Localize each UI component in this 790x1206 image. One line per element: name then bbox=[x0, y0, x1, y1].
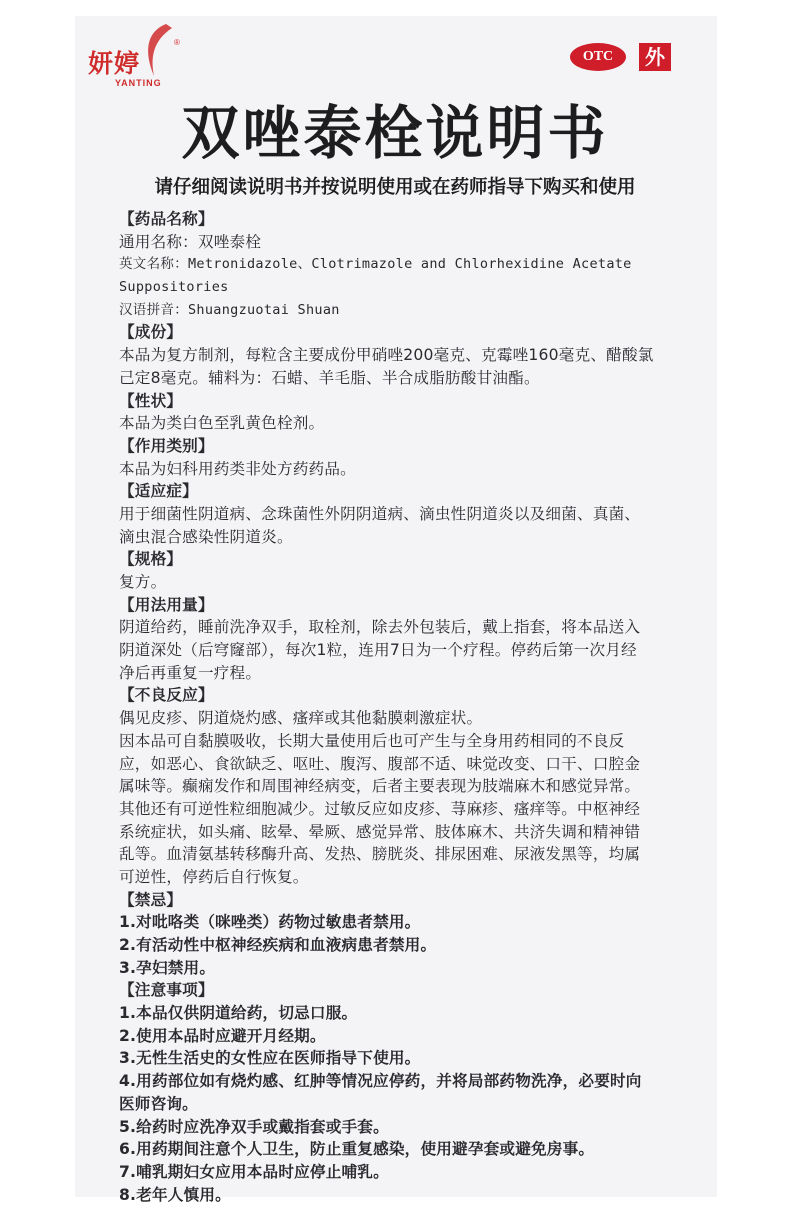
section-heading: 【成份】 bbox=[119, 323, 183, 342]
body-line: 偶见皮疹、阴道烧灼感、瘙痒或其他黏膜刺激症状。 bbox=[119, 709, 483, 728]
logo-registered-mark: ® bbox=[174, 38, 180, 47]
body-line: 滴虫混合感染性阴道炎。 bbox=[119, 527, 293, 546]
body-line: 因本品可自黏膜吸收，长期大量使用后也可产生与全身用药相同的不良反 bbox=[119, 731, 625, 750]
precaution-item: 8.老年人慎用。 bbox=[119, 1185, 231, 1204]
contraindication-item: 2.有活动性中枢神经疾病和血液病患者禁用。 bbox=[119, 936, 437, 954]
section-heading: 【作用类别】 bbox=[119, 436, 214, 455]
external-use-badge: 外 bbox=[639, 43, 671, 71]
body-line: 用于细菌性阴道病、念珠菌性外阴阴道病、滴虫性阴道炎以及细菌、真菌、 bbox=[119, 504, 641, 523]
body-line: 其他还有可逆性粒细胞减少。过敏反应如皮疹、荨麻疹、瘙痒等。中枢神经 bbox=[119, 799, 641, 818]
precaution-item: 1.本品仅供阴道给药，切忌口服。 bbox=[119, 1004, 358, 1023]
precaution-item: 5.给药时应洗净双手或戴指套或手套。 bbox=[119, 1117, 389, 1136]
body-line: 系统症状，如头痛、眩晕、晕厥、感觉异常、肢体麻木、共济失调和精神错 bbox=[119, 822, 641, 841]
body-line: 本品为类白色至乳黄色栓剂。 bbox=[119, 414, 325, 433]
body-line: 本品为复方制剂，每粒含主要成份甲硝唑200毫克、克霉唑160毫克、醋酸氯 bbox=[119, 346, 654, 365]
body-line: 本品为妇科用药类非处方药药品。 bbox=[119, 459, 356, 478]
precaution-item: 7.哺乳期妇女应用本品时应停止哺乳。 bbox=[119, 1162, 389, 1181]
precaution-item: 医师咨询。 bbox=[119, 1094, 198, 1113]
section-heading: 【用法用量】 bbox=[119, 595, 214, 614]
section-heading: 【药品名称】 bbox=[119, 210, 214, 228]
brand-logo bbox=[88, 22, 198, 90]
precaution-item: 2.使用本品时应避开月经期。 bbox=[119, 1026, 326, 1045]
section-heading: 【注意事项】 bbox=[119, 981, 214, 1000]
body-line: 复方。 bbox=[119, 573, 167, 591]
leaflet-body bbox=[119, 208, 679, 1206]
logo-chinese-text: 妍婷 bbox=[88, 49, 141, 78]
contraindication-item: 1.对吡咯类（咪唑类）药物过敏患者禁用。 bbox=[119, 913, 421, 932]
section-heading: 【规格】 bbox=[119, 550, 183, 569]
body-line: 属味等。癫痫发作和周围神经病变，后者主要表现为肢端麻木和感觉异常。 bbox=[119, 777, 641, 796]
body-line: Suppositories bbox=[119, 279, 229, 296]
document-title: 双唑泰栓说明书 bbox=[181, 99, 609, 167]
contraindication-item: 3.孕妇禁用。 bbox=[119, 958, 216, 977]
section-heading: 【适应症】 bbox=[119, 482, 198, 501]
otc-badge: OTC bbox=[570, 43, 626, 71]
body-line: 阴道深处（后穹窿部），每次1粒，连用7日为一个疗程。停药后第一次月经 bbox=[119, 641, 637, 660]
body-line: 乱等。血清氨基转移酶升高、发热、膀胱炎、排尿困难、尿液发黑等，均属 bbox=[119, 845, 641, 864]
body-line: 英文名称：Metronidazole、Clotrimazole and Chlorhexidine Acetate bbox=[119, 256, 632, 273]
section-heading: 【性状】 bbox=[119, 391, 183, 410]
body-line: 净后再重复一疗程。 bbox=[119, 663, 262, 682]
body-line: 己定8毫克。辅料为：石蜡、羊毛脂、半合成脂肪酸甘油酯。 bbox=[119, 368, 540, 387]
document-subtitle: 请仔细阅读说明书并按说明使用或在药师指导下购买和使用 bbox=[154, 177, 636, 198]
body-line: 阴道给药，睡前洗净双手，取栓剂，除去外包装后，戴上指套，将本品送入 bbox=[119, 618, 641, 637]
body-line: 应，如恶心、食欲缺乏、呕吐、腹泻、腹部不适、味觉改变、口干、口腔金 bbox=[119, 754, 641, 773]
precaution-item: 6.用药期间注意个人卫生，防止重复感染，使用避孕套或避免房事。 bbox=[119, 1140, 595, 1159]
section-heading: 【禁忌】 bbox=[119, 890, 183, 909]
section-heading: 【不良反应】 bbox=[119, 686, 214, 705]
body-line: 通用名称：双唑泰栓 bbox=[119, 232, 262, 251]
body-line: 可逆性，停药后自行恢复。 bbox=[119, 867, 309, 886]
precaution-item: 3.无性生活史的女性应在医师指导下使用。 bbox=[119, 1049, 421, 1068]
precaution-item: 4.用药部位如有烧灼感、红肿等情况应停药，并将局部药物洗净，必要时向 bbox=[119, 1072, 642, 1091]
logo-english-text: YANTING bbox=[115, 78, 162, 88]
logo-swoosh-icon bbox=[136, 22, 176, 78]
body-line: 汉语拼音：Shuangzuotai Shuan bbox=[119, 301, 340, 318]
